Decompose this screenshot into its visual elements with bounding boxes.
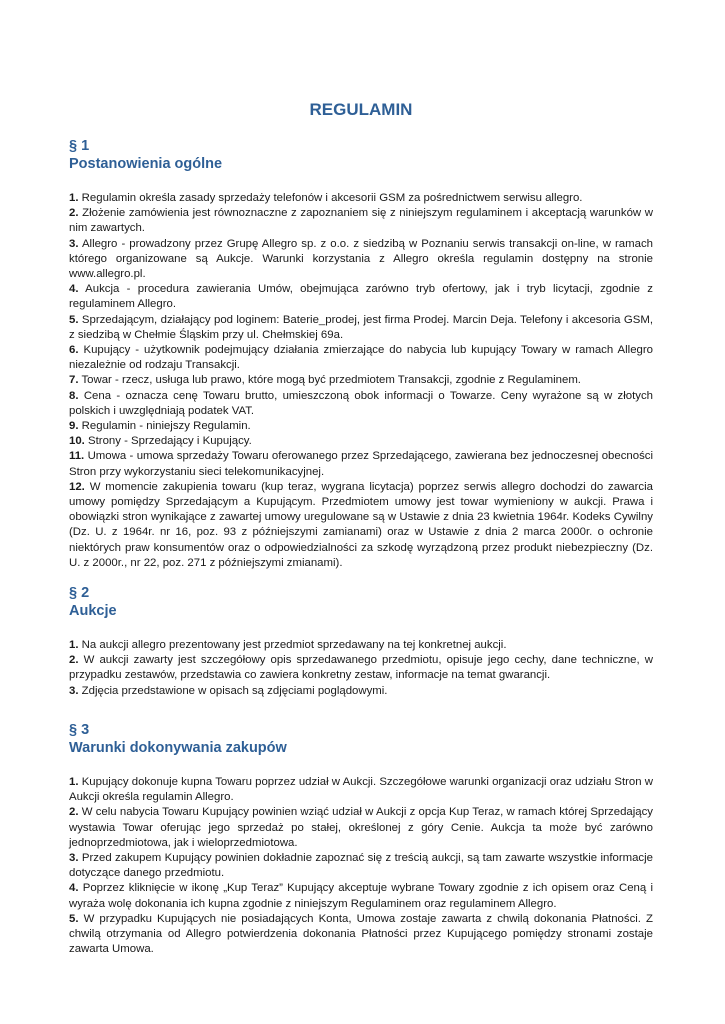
list-item: [69, 206, 653, 236]
item-number: 7.: [69, 374, 79, 387]
list-item: [69, 881, 653, 911]
section-number: § 1: [69, 138, 90, 154]
list-item: [69, 480, 653, 571]
item-text: Regulamin określa zasady sprzedaży telefonów i akcesorii GSM za pośrednictwem serwisu allegro.: [81, 192, 583, 204]
item-number: 10.: [69, 435, 85, 448]
item-number: 2.: [69, 207, 79, 220]
list-item: [69, 434, 653, 449]
item-text: Kupujący dokonuje kupna Towaru poprzez udział w Aukcji. Szczegółowe warunki organizacji oraz udziału Stron w Aukcji określa regulamin Allegro.: [69, 776, 653, 804]
item-text: Sprzedającym, działający pod loginem: Baterie_prodej, jest firma Prodej. Marcin Deja. Telefony i akcesoria GSM, z siedzibą w Chełmie Śląskim przy ul. Chełmskiej 69a.: [69, 313, 653, 341]
item-text: Strony - Sprzedający i Kupujący.: [88, 435, 252, 448]
section-items: [69, 638, 653, 699]
list-item: [69, 237, 653, 283]
section-3: [69, 721, 653, 957]
item-text: W momencie zakupienia towaru (kup teraz, wygrana licytacja) poprzez serwis allegro dochodzi do zawarcia umowy pomiędzy Sprzedającym a Kupującym. Przedmiotem umowy jest towar wymieniony w aukcji. Prawa i obowiązki stron wynikające z zawartej umowy uregulowane są w Ustawie z dnia 23 kwietnia 1964r. Kodeks Cywilny (Dz. U. z 1964r. nr 16, poz. 93 z późniejszymi zamianami) oraz w Ustawie z dnia 2 marca 2000r. o ochronie niektórych praw konsumentów oraz o odpowiedzialności za szkodę wyrządzoną przez produkt niebezpieczny (Dz. U. z 2000r., nr 22, poz. 271 z późniejszymi zmianami).: [69, 480, 653, 569]
item-number: 3.: [69, 852, 79, 865]
list-item: [69, 851, 653, 881]
list-item: [69, 912, 653, 958]
section-number: § 3: [69, 722, 90, 738]
item-number: 6.: [69, 344, 79, 357]
item-number: 2.: [69, 654, 79, 667]
list-item: [69, 638, 653, 653]
item-text: W przypadku Kupujących nie posiadających Konta, Umowa zostaje zawarta z chwilą dokonania Płatności. Z chwilą otrzymania od Allegro potwierdzenia dokonania Płatności przez Kupującego pomiędzy stronami zostaje zawarta Umowa.: [69, 912, 654, 956]
item-number: 11.: [69, 450, 85, 463]
item-number: 8.: [69, 389, 79, 402]
list-item: [69, 684, 653, 699]
section-2: [69, 584, 653, 699]
item-text: Allegro - prowadzony przez Grupę Allegro sp. z o.o. z siedzibą w Poznaniu serwis transakcji on-line, w ramach którego organizowane są Aukcje. Warunki korzystania z Allegro określa regulamin dostępny na stronie www.allegro.pl.: [69, 237, 653, 281]
section-items: [69, 775, 653, 957]
item-number: 1.: [69, 639, 79, 651]
section-title: Warunki dokonywania zakupów: [69, 740, 287, 756]
item-number: 2.: [69, 806, 79, 819]
item-text: Zdjęcia przedstawione w opisach są zdjęciami poglądowymi.: [81, 684, 388, 697]
item-text: Na aukcji allegro prezentowany jest przedmiot sprzedawany na tej konkretnej aukcji.: [81, 639, 507, 651]
section-items: [69, 191, 653, 571]
list-item: [69, 653, 653, 683]
section-number: § 2: [69, 585, 90, 601]
item-number: 12.: [69, 480, 85, 493]
item-text: Regulamin - niniejszy Regulamin.: [81, 420, 251, 433]
item-text: Aukcja - procedura zawierania Umów, obejmująca zarówno tryb ofertowy, jak i tryb licytacji, zgodnie z regulaminem Allegro.: [69, 283, 653, 311]
item-text: Kupujący - użytkownik podejmujący działania zmierzające do nabycia lub kupujący Towary w ramach Allegro niezależnie od rodzaju Transakcji.: [69, 344, 653, 372]
list-item: [69, 373, 653, 388]
item-number: 5.: [69, 912, 79, 925]
list-item: [69, 313, 653, 343]
item-text: Poprzez kliknięcie w ikonę „Kup Teraz” Kupujący akceptuje wybrane Towary zgodnie z ich opisem oraz Ceną i wyraża wolę dokonania ich kupna zgodnie z niniejszym Regulaminem oraz regulaminem Allegro.: [69, 882, 653, 910]
item-text: Przed zakupem Kupujący powinien dokładnie zapoznać się z treścią aukcji, są tam zawarte wszystkie informacje dotyczące danego przedmiotu.: [69, 852, 653, 880]
item-text: Złożenie zamówienia jest równoznaczne z zapoznaniem się z niniejszym regulaminem i akceptacją warunków w nim zawartych.: [69, 207, 653, 235]
list-item: [69, 805, 653, 851]
document-title: REGULAMIN: [309, 100, 413, 119]
list-item: [69, 343, 653, 373]
item-text: Cena - oznacza cenę Towaru brutto, umieszczoną obok informacji o Towarze. Ceny wyrażone są w złotych polskich i uwzględniają podatek VAT.: [69, 389, 653, 417]
list-item: [69, 419, 653, 434]
section-title: Aukcje: [69, 603, 117, 619]
item-number: 4.: [69, 882, 79, 895]
list-item: [69, 282, 653, 312]
list-item: [69, 389, 653, 419]
item-number: 5.: [69, 313, 79, 326]
list-item: [69, 191, 653, 206]
item-number: 3.: [69, 684, 79, 697]
item-number: 9.: [69, 420, 79, 433]
section-1: [69, 137, 653, 571]
item-number: 4.: [69, 283, 79, 296]
item-number: 1.: [69, 776, 79, 788]
list-item: [69, 449, 653, 479]
item-text: Towar - rzecz, usługa lub prawo, które mogą być przedmiotem Transakcji, zgodnie z Regulaminem.: [81, 374, 581, 387]
item-text: W celu nabycia Towaru Kupujący powinien wziąć udział w Aukcji z opcja Kup Teraz, w ramach której Sprzedający wystawia Towar oferując jego sprzedaż po stałej, określonej z góry Cenie. Aukcja ta może być zarówno jednoprzedmiotowa, jak i wieloprzedmiotowa.: [69, 806, 654, 849]
item-number: 1.: [69, 192, 79, 204]
list-item: [69, 775, 653, 805]
section-title: Postanowienia ogólne: [69, 156, 223, 172]
item-text: Umowa - umowa sprzedaży Towaru oferowanego przez Sprzedającego, zawierana bez jednoczesnej obecności Stron przy wykorzystaniu sieci telekomunikacyjnej.: [69, 450, 653, 478]
item-number: 3.: [69, 237, 79, 250]
item-text: W aukcji zawarty jest szczegółowy opis sprzedawanego przedmiotu, opisuje jego cechy, dane techniczne, w przypadku zestawów, przedstawia co zawiera konkretny zestaw, informacje na temat gwarancji.: [69, 654, 654, 682]
